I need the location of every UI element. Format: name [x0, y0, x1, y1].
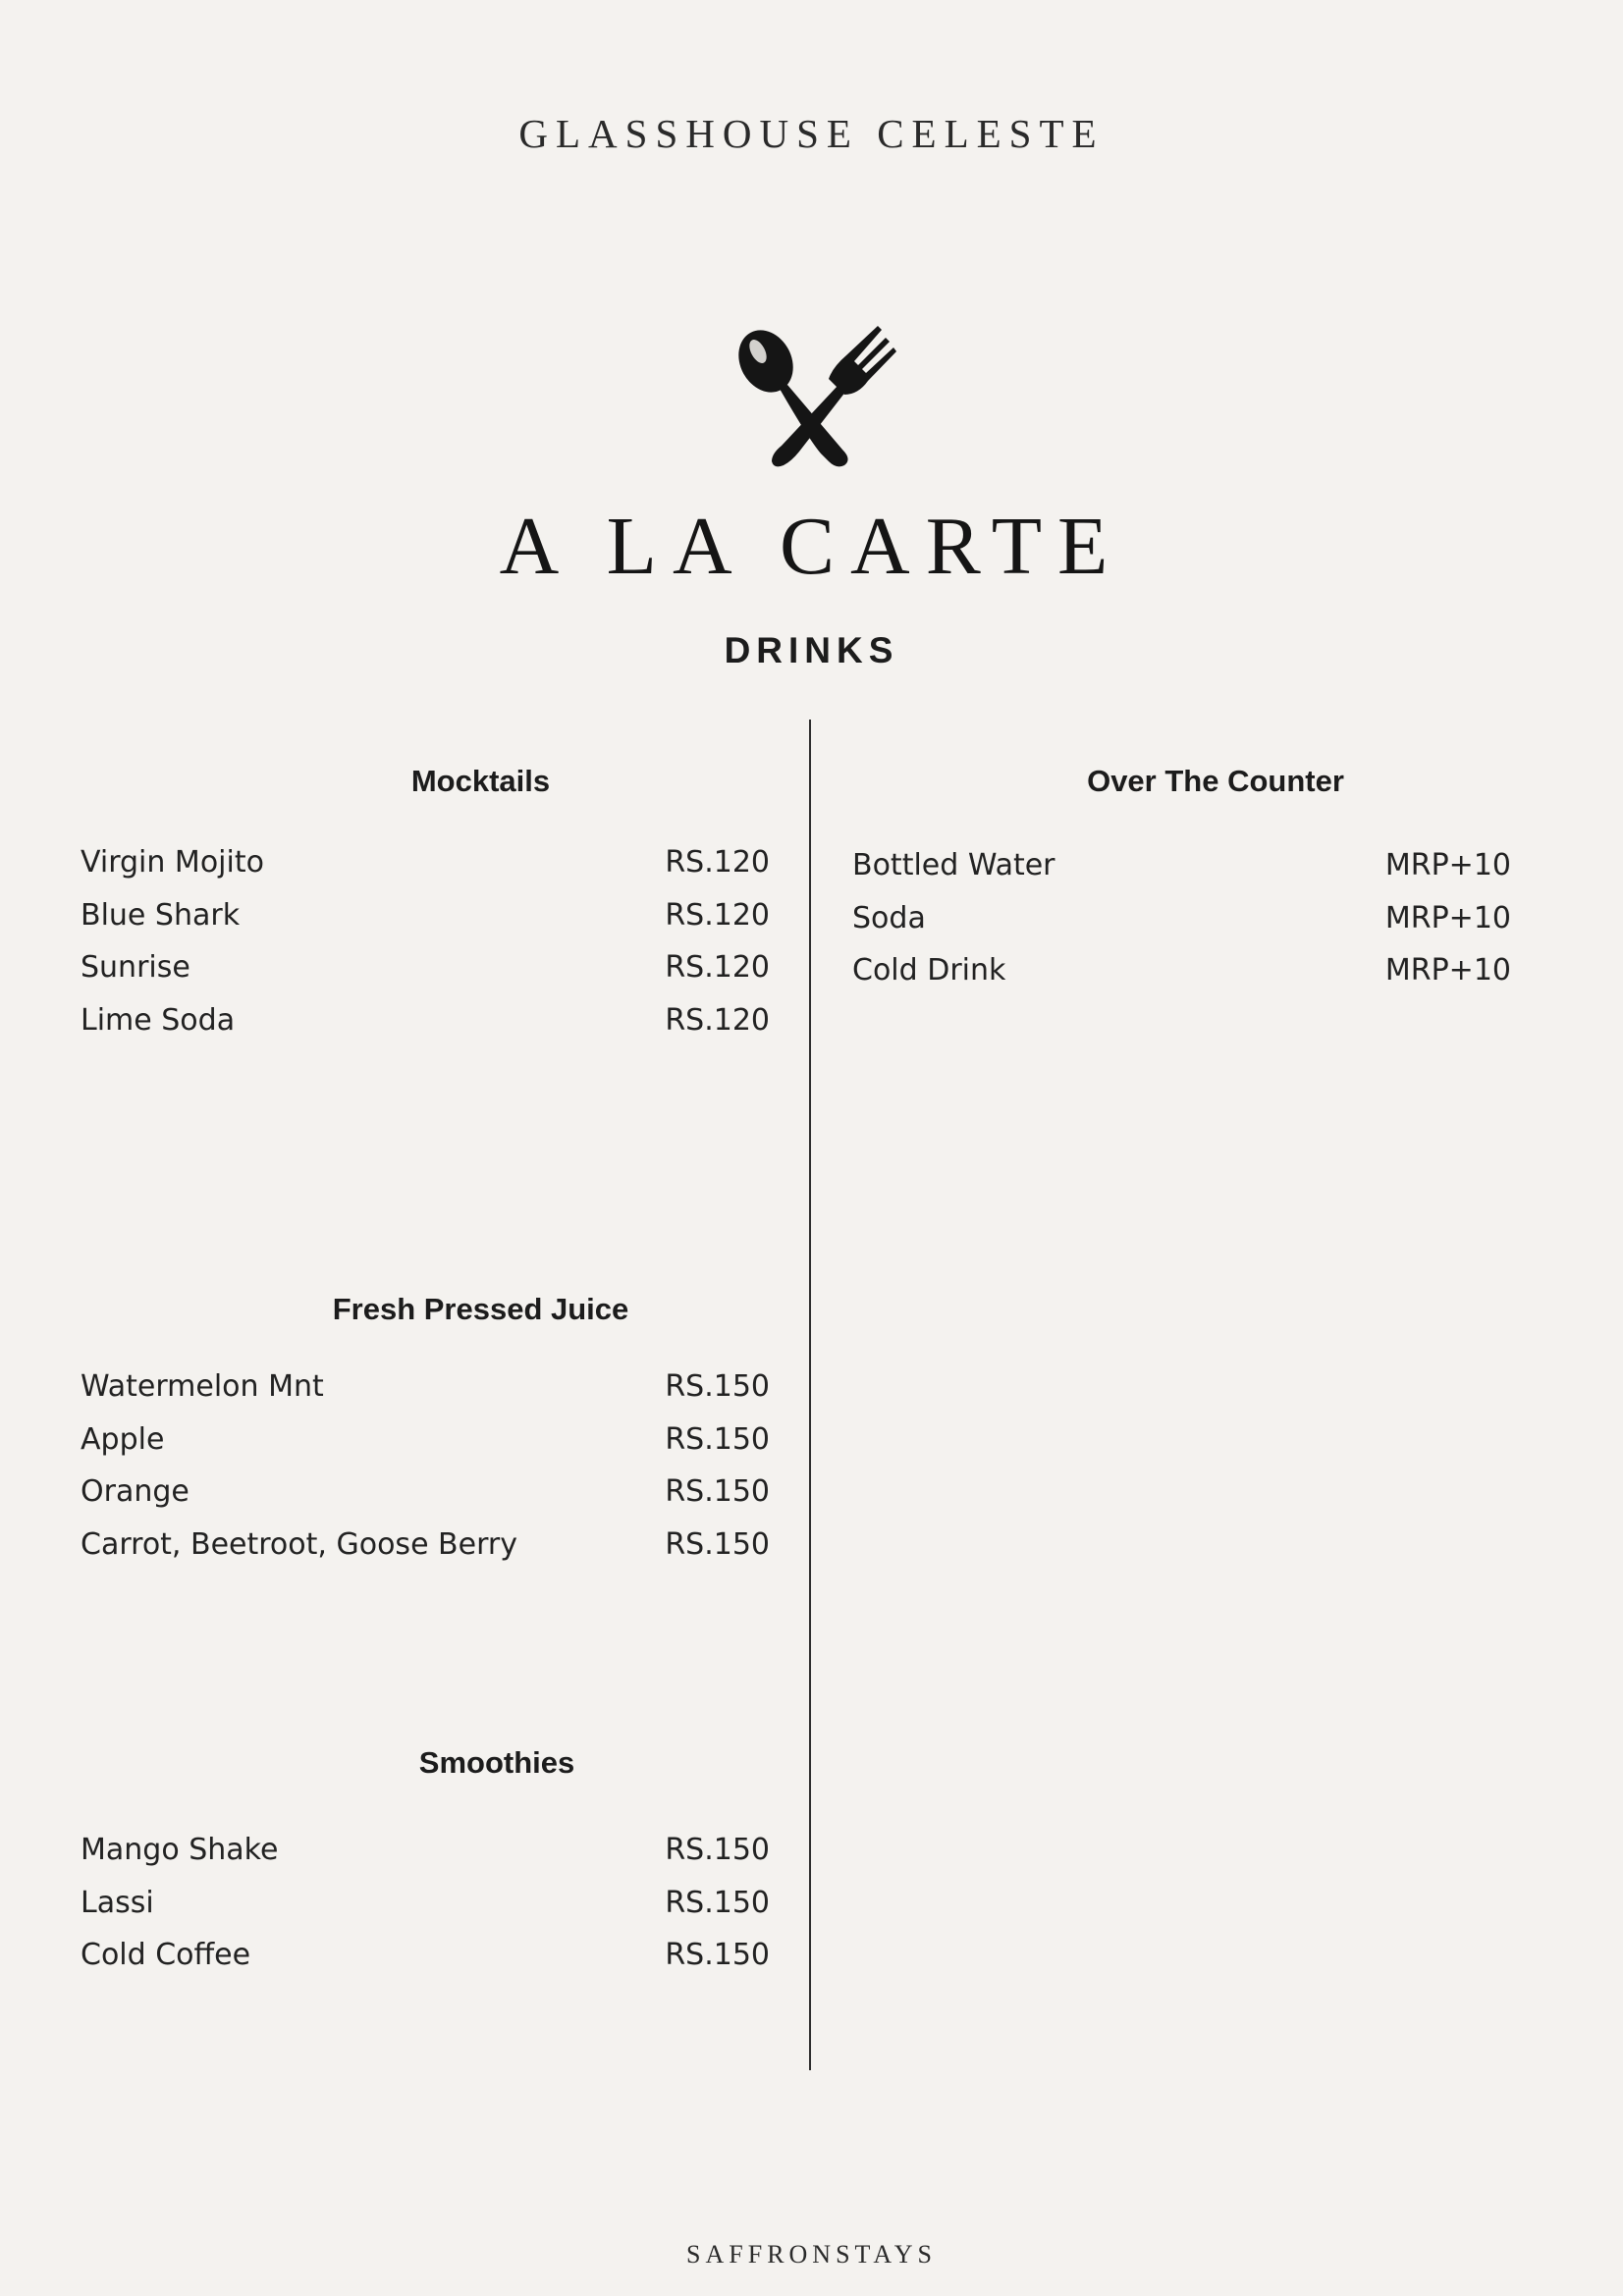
menu-subtitle: DRINKS	[724, 630, 899, 670]
list-item	[852, 892, 1511, 945]
item-price: MRP+10	[1384, 900, 1511, 935]
spoon-fork-crossed-icon	[723, 312, 899, 479]
list-item	[852, 944, 1511, 997]
item-price: RS.120	[665, 1002, 770, 1038]
item-name: Bottled Water	[852, 848, 1055, 882]
list-item	[81, 1877, 770, 1930]
list-item	[81, 1466, 770, 1519]
item-name: Orange	[81, 1474, 189, 1509]
item-price: RS.120	[665, 845, 770, 880]
item-price: RS.150	[665, 1421, 770, 1457]
list-item	[81, 994, 770, 1047]
list-item	[81, 1929, 770, 1982]
item-price: RS.120	[665, 897, 770, 933]
item-name: Watermelon Mnt	[81, 1369, 324, 1404]
item-price: MRP+10	[1384, 848, 1511, 882]
list-item	[81, 1519, 770, 1572]
list-item	[81, 1824, 770, 1877]
item-name: Blue Shark	[81, 897, 241, 933]
item-price: RS.150	[665, 1526, 770, 1562]
list-item	[81, 889, 770, 942]
item-name: Cold Drink	[852, 953, 1006, 988]
item-price: RS.150	[665, 1885, 770, 1920]
item-name: Mango Shake	[81, 1833, 279, 1867]
list-item	[852, 839, 1511, 892]
column-divider	[809, 720, 811, 2070]
item-price: MRP+10	[1384, 953, 1511, 988]
section-title-counter: Over The Counter	[1087, 764, 1344, 798]
item-name: Sunrise	[81, 950, 190, 985]
item-name: Apple	[81, 1421, 165, 1457]
item-price: RS.150	[665, 1833, 770, 1867]
menu-title: A LA CARTE	[499, 501, 1124, 592]
section-title-smoothies: Smoothies	[418, 1745, 575, 1780]
item-price: RS.150	[665, 1474, 770, 1509]
item-name: Carrot, Beetroot, Goose Berry	[81, 1526, 517, 1562]
section-title-juice: Fresh Pressed Juice	[332, 1292, 629, 1326]
smoothies-list	[81, 1824, 770, 1982]
counter-list	[852, 839, 1511, 997]
section-title-mocktails: Mocktails	[410, 764, 551, 798]
list-item	[81, 1361, 770, 1414]
item-name: Virgin Mojito	[81, 845, 264, 880]
footer-brand: SAFFRONSTAYS	[686, 2240, 937, 2269]
item-name: Lime Soda	[81, 1002, 236, 1038]
list-item	[81, 941, 770, 994]
item-price: RS.150	[665, 1938, 770, 1972]
mocktails-list	[81, 836, 770, 1046]
list-item	[81, 836, 770, 889]
juice-list	[81, 1361, 770, 1571]
item-name: Cold Coffee	[81, 1938, 251, 1972]
item-price: RS.120	[665, 950, 770, 985]
item-name: Lassi	[81, 1885, 154, 1920]
list-item	[81, 1414, 770, 1467]
brand-name: GLASSHOUSE CELESTE	[518, 111, 1105, 156]
item-name: Soda	[852, 900, 926, 935]
item-price: RS.150	[665, 1369, 770, 1404]
